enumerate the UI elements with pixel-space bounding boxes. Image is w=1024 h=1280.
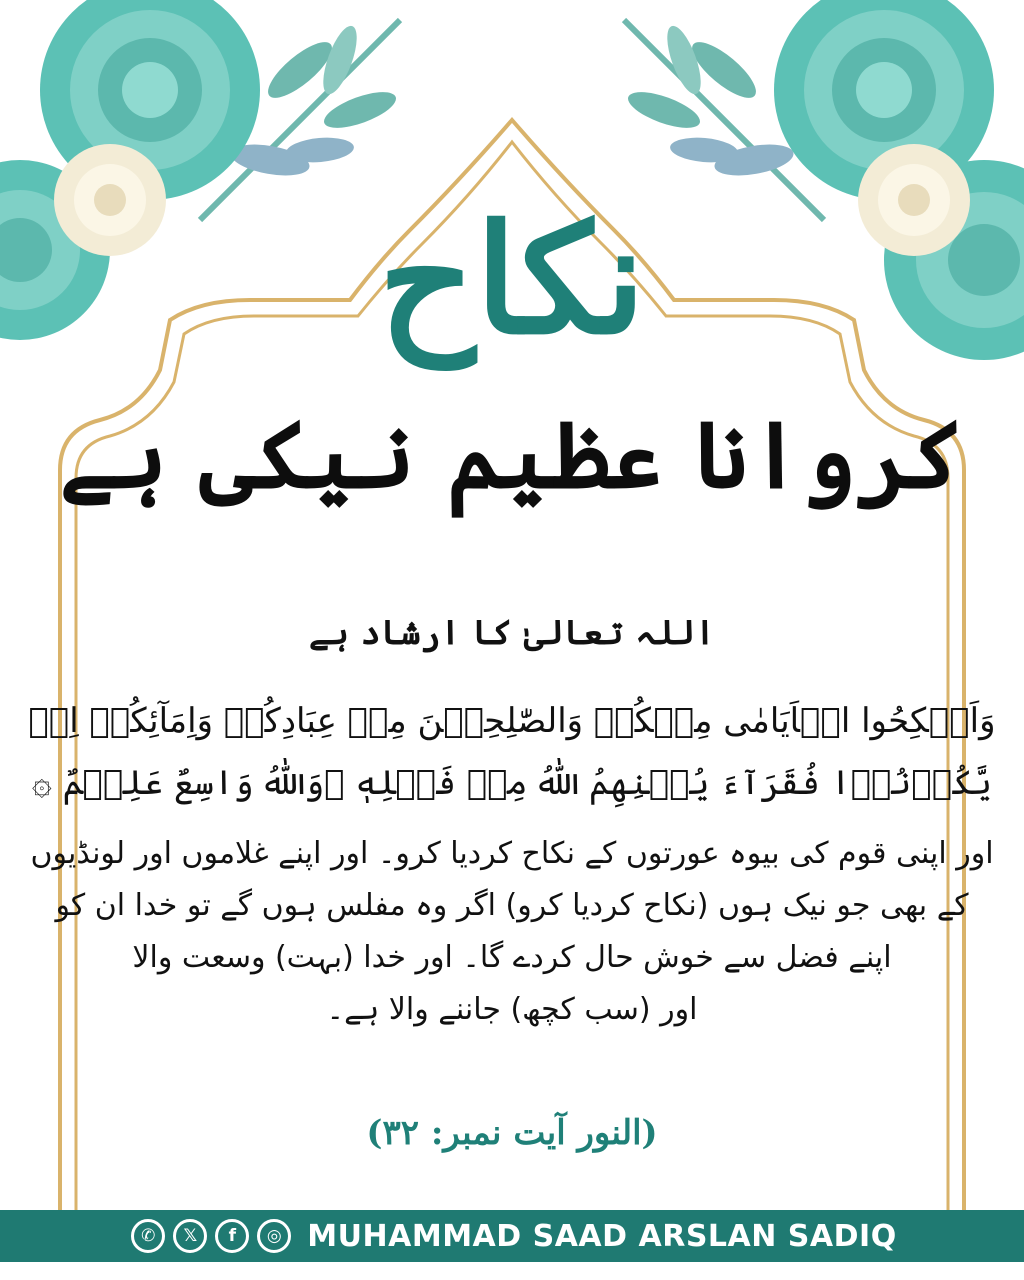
translation-line: کے بھی جو نیک ہوں (نکاح کردیا کرو) اگر وہ مفلس ہوں گے تو خدا ان کو bbox=[55, 888, 969, 923]
whatsapp-icon[interactable]: ✆ bbox=[131, 1219, 165, 1253]
translation-line: اور اپنی قوم کی بیوہ عورتوں کے نکاح کردیا کرو۔ اور اپنے غلاموں اور لونڈیوں bbox=[30, 836, 994, 871]
verse-line: وَاَنۡكِحُوا الۡاَيَامٰى مِنۡكُمۡ وَالصّٰلِحِيۡنَ مِنۡ عِبَادِكُمۡ وَاِمَآئِكُمۡ اِنۡ bbox=[28, 701, 996, 741]
x-icon[interactable]: 𝕏 bbox=[173, 1219, 207, 1253]
author-name: MUHAMMAD SAAD ARSLAN SADIQ bbox=[307, 1218, 897, 1254]
translation-line: اور (سب کچھ) جاننے والا ہے۔ bbox=[326, 992, 698, 1027]
subtitle: کروانا عظیم نیکی ہے bbox=[59, 401, 965, 509]
verse-reference: (النور آیت نمبر: ۳۲) bbox=[366, 1113, 658, 1153]
instagram-icon[interactable]: ◎ bbox=[257, 1219, 291, 1253]
verse-line: يَّكُوۡنُوۡا فُقَرَآءَ يُغۡنِهِمُ اللّٰهُ مِنۡ فَضۡلِهٖ ۗوَاللّٰهُ وَاسِعٌ عَلِيۡمٌ ۞ bbox=[31, 763, 993, 803]
quran-verse bbox=[0, 690, 1024, 814]
main-title: نکاح bbox=[378, 192, 646, 368]
footer-bar bbox=[0, 1210, 1024, 1262]
translation-line: اپنے فضل سے خوش حال کردے گا۔ اور خدا (بہت) وسعت والا bbox=[132, 940, 892, 975]
urdu-translation bbox=[0, 828, 1024, 1036]
intro-line: اللہ تعالیٰ کا ارشاد ہے bbox=[309, 613, 715, 653]
facebook-icon[interactable]: f bbox=[215, 1219, 249, 1253]
social-icons bbox=[127, 1219, 295, 1253]
footer-stripe bbox=[0, 1262, 1024, 1280]
